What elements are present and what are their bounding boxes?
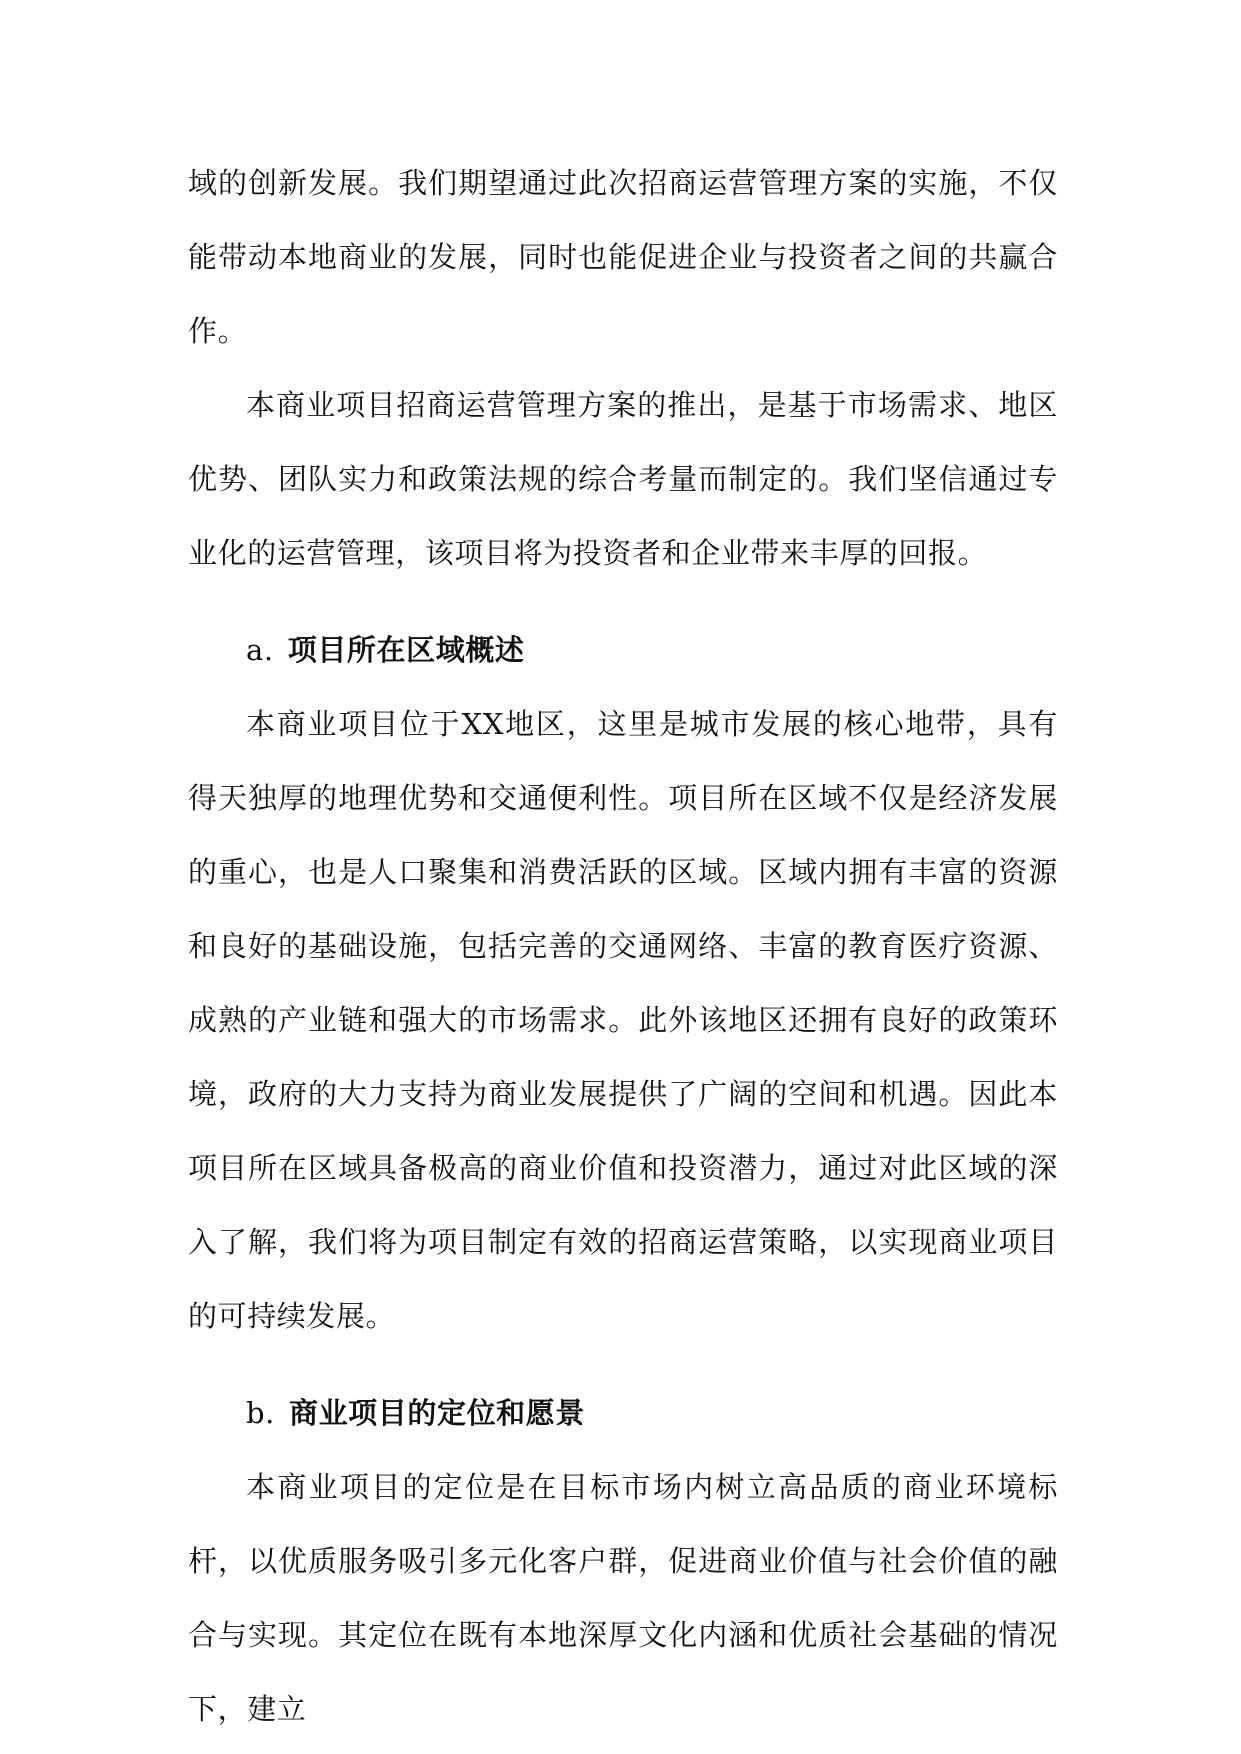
section-a-title: 项目所在区域概述 bbox=[287, 633, 525, 667]
paragraph-summary: 本商业项目招商运营管理方案的推出，是基于市场需求、地区优势、团队实力和政策法规的综合考量而制定的。我们坚信通过专业化的运营管理，该项目将为投资者和企业带来丰厚的回报。 bbox=[188, 388, 1058, 570]
document-body bbox=[188, 146, 1058, 1746]
section-b-paragraph: 本商业项目的定位是在目标市场内树立高品质的商业环境标杆，以优质服务吸引多元化客户群，促进商业价值与社会价值的融合与实现。其定位在既有本地深厚文化内涵和优质社会基础的情况下，建立 bbox=[188, 1470, 1058, 1726]
section-b-marker: b. bbox=[246, 1396, 275, 1430]
section-b-heading bbox=[188, 1376, 1058, 1450]
section-a-heading bbox=[188, 613, 1058, 687]
paragraph-continued: 域的创新发展。我们期望通过此次招商运营管理方案的实施，不仅能带动本地商业的发展，同时也能促进企业与投资者之间的共赢合作。 bbox=[188, 166, 1058, 348]
section-b-title: 商业项目的定位和愿景 bbox=[288, 1396, 585, 1430]
section-a-marker: a. bbox=[246, 633, 274, 667]
section-a-paragraph: 本商业项目位于XX地区，这里是城市发展的核心地带，具有得天独厚的地理优势和交通便利性。项目所在区域不仅是经济发展的重心，也是人口聚集和消费活跃的区域。区域内拥有丰富的资源和良好的基础设施，包括完善的交通网络、丰富的教育医疗资源、成熟的产业链和强大的市场需求。此外该地区还拥有良好的政策环境，政府的大力支持为商业发展提供了广阔的空间和机遇。因此本项目所在区域具备极高的商业价值和投资潜力，通过对此区域的深入了解，我们将为项目制定有效的招商运营策略，以实现商业项目的可持续发展。 bbox=[188, 707, 1058, 1333]
